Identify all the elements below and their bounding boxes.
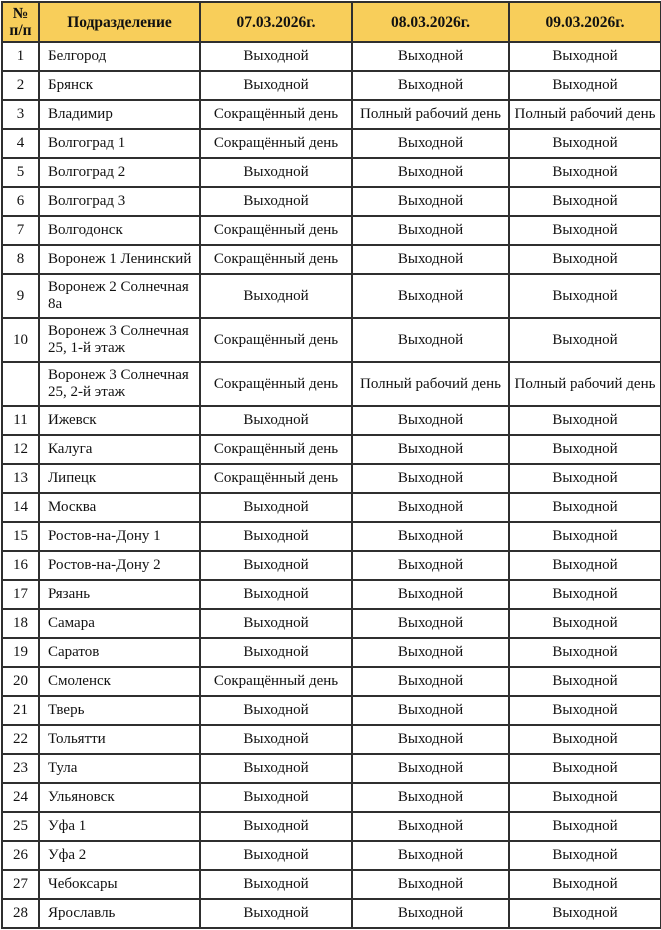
table-row <box>2 406 661 435</box>
table-row <box>2 216 661 245</box>
schedule-cell-07-03: Выходной <box>200 725 352 754</box>
schedule-cell-09-03: Выходной <box>509 216 661 245</box>
schedule-cell-08-03: Выходной <box>352 464 509 493</box>
table-row <box>2 551 661 580</box>
row-number-cell: 21 <box>2 696 39 725</box>
schedule-cell-07-03: Сокращённый день <box>200 667 352 696</box>
division-cell: Волгоград 3 <box>39 187 200 216</box>
division-cell: Чебоксары <box>39 870 200 899</box>
schedule-cell-08-03: Выходной <box>352 187 509 216</box>
row-number-cell: 28 <box>2 899 39 928</box>
schedule-cell-09-03: Полный рабочий день <box>509 362 661 406</box>
schedule-cell-09-03: Выходной <box>509 638 661 667</box>
table-row <box>2 100 661 129</box>
schedule-cell-09-03: Выходной <box>509 187 661 216</box>
division-cell: Волгоград 1 <box>39 129 200 158</box>
schedule-cell-08-03: Выходной <box>352 696 509 725</box>
division-cell: Липецк <box>39 464 200 493</box>
table-row <box>2 696 661 725</box>
division-cell: Рязань <box>39 580 200 609</box>
schedule-cell-09-03: Выходной <box>509 812 661 841</box>
schedule-cell-07-03: Выходной <box>200 493 352 522</box>
table-row <box>2 435 661 464</box>
division-cell: Москва <box>39 493 200 522</box>
schedule-cell-09-03: Выходной <box>509 435 661 464</box>
schedule-cell-07-03: Выходной <box>200 812 352 841</box>
table-row <box>2 274 661 318</box>
schedule-cell-07-03: Выходной <box>200 638 352 667</box>
schedule-cell-07-03: Выходной <box>200 42 352 71</box>
schedule-cell-08-03: Выходной <box>352 435 509 464</box>
schedule-cell-08-03: Выходной <box>352 274 509 318</box>
schedule-cell-09-03: Выходной <box>509 580 661 609</box>
header-division-cell: Подразделение <box>39 2 200 42</box>
division-cell: Самара <box>39 609 200 638</box>
schedule-cell-08-03: Полный рабочий день <box>352 362 509 406</box>
row-number-cell: 16 <box>2 551 39 580</box>
table-row <box>2 870 661 899</box>
schedule-cell-09-03: Выходной <box>509 42 661 71</box>
row-number-cell: 9 <box>2 274 39 318</box>
division-cell: Тверь <box>39 696 200 725</box>
division-cell: Тольятти <box>39 725 200 754</box>
row-number-cell: 19 <box>2 638 39 667</box>
row-number-cell: 3 <box>2 100 39 129</box>
schedule-cell-07-03: Сокращённый день <box>200 362 352 406</box>
schedule-cell-07-03: Сокращённый день <box>200 216 352 245</box>
header-date-1-cell: 07.03.2026г. <box>200 2 352 42</box>
table-row <box>2 754 661 783</box>
schedule-cell-08-03: Выходной <box>352 580 509 609</box>
table-row <box>2 318 661 362</box>
schedule-cell-09-03: Выходной <box>509 464 661 493</box>
schedule-cell-08-03: Выходной <box>352 899 509 928</box>
row-number-cell: 5 <box>2 158 39 187</box>
row-number-cell: 1 <box>2 42 39 71</box>
schedule-cell-07-03: Выходной <box>200 274 352 318</box>
division-cell: Воронеж 3 Солнечная 25, 2-й этаж <box>39 362 200 406</box>
schedule-cell-08-03: Выходной <box>352 783 509 812</box>
schedule-cell-08-03: Выходной <box>352 522 509 551</box>
row-number-cell: 18 <box>2 609 39 638</box>
table-row <box>2 42 661 71</box>
schedule-cell-07-03: Сокращённый день <box>200 100 352 129</box>
schedule-cell-07-03: Выходной <box>200 158 352 187</box>
row-number-cell: 22 <box>2 725 39 754</box>
schedule-cell-08-03: Выходной <box>352 42 509 71</box>
table-row <box>2 580 661 609</box>
division-cell: Тула <box>39 754 200 783</box>
schedule-cell-07-03: Выходной <box>200 71 352 100</box>
table-row <box>2 725 661 754</box>
schedule-cell-09-03: Выходной <box>509 522 661 551</box>
table-row <box>2 522 661 551</box>
row-number-cell: 13 <box>2 464 39 493</box>
schedule-cell-08-03: Выходной <box>352 609 509 638</box>
schedule-cell-09-03: Выходной <box>509 274 661 318</box>
row-number-cell: 24 <box>2 783 39 812</box>
schedule-cell-07-03: Выходной <box>200 580 352 609</box>
row-number-cell: 27 <box>2 870 39 899</box>
schedule-cell-07-03: Выходной <box>200 899 352 928</box>
division-cell: Ярославль <box>39 899 200 928</box>
schedule-cell-08-03: Выходной <box>352 493 509 522</box>
schedule-cell-09-03: Полный рабочий день <box>509 100 661 129</box>
schedule-cell-07-03: Сокращённый день <box>200 318 352 362</box>
schedule-cell-07-03: Выходной <box>200 870 352 899</box>
schedule-cell-07-03: Выходной <box>200 551 352 580</box>
schedule-cell-08-03: Выходной <box>352 667 509 696</box>
row-number-cell: 7 <box>2 216 39 245</box>
schedule-cell-08-03: Выходной <box>352 71 509 100</box>
schedule-cell-09-03: Выходной <box>509 158 661 187</box>
schedule-cell-09-03: Выходной <box>509 667 661 696</box>
header-num-line2: п/п <box>9 22 32 39</box>
division-cell: Ульяновск <box>39 783 200 812</box>
row-number-cell <box>2 362 39 406</box>
row-number-cell: 15 <box>2 522 39 551</box>
schedule-cell-09-03: Выходной <box>509 899 661 928</box>
schedule-cell-09-03: Выходной <box>509 551 661 580</box>
division-cell: Воронеж 2 Солнечная 8а <box>39 274 200 318</box>
table-row <box>2 464 661 493</box>
schedule-cell-07-03: Выходной <box>200 754 352 783</box>
table-row <box>2 783 661 812</box>
schedule-cell-07-03: Выходной <box>200 841 352 870</box>
row-number-cell: 4 <box>2 129 39 158</box>
division-cell: Уфа 2 <box>39 841 200 870</box>
header-num-line1: № <box>12 5 29 22</box>
row-number-cell: 23 <box>2 754 39 783</box>
division-cell: Волгодонск <box>39 216 200 245</box>
division-cell: Калуга <box>39 435 200 464</box>
schedule-cell-07-03: Сокращённый день <box>200 245 352 274</box>
row-number-cell: 26 <box>2 841 39 870</box>
schedule-cell-09-03: Выходной <box>509 318 661 362</box>
division-cell: Владимир <box>39 100 200 129</box>
table-row <box>2 187 661 216</box>
table-row <box>2 245 661 274</box>
schedule-cell-09-03: Выходной <box>509 245 661 274</box>
division-cell: Ижевск <box>39 406 200 435</box>
schedule-cell-07-03: Выходной <box>200 609 352 638</box>
schedule-cell-09-03: Выходной <box>509 841 661 870</box>
row-number-cell: 2 <box>2 71 39 100</box>
table-row <box>2 899 661 928</box>
division-cell: Ростов-на-Дону 2 <box>39 551 200 580</box>
row-number-cell: 17 <box>2 580 39 609</box>
division-cell: Ростов-на-Дону 1 <box>39 522 200 551</box>
header-date-3-cell: 09.03.2026г. <box>509 2 661 42</box>
table-row <box>2 841 661 870</box>
division-cell: Брянск <box>39 71 200 100</box>
table-row <box>2 362 661 406</box>
schedule-cell-09-03: Выходной <box>509 783 661 812</box>
schedule-cell-08-03: Выходной <box>352 129 509 158</box>
schedule-cell-08-03: Выходной <box>352 870 509 899</box>
row-number-cell: 12 <box>2 435 39 464</box>
table-row <box>2 638 661 667</box>
schedule-cell-08-03: Выходной <box>352 638 509 667</box>
division-cell: Белгород <box>39 42 200 71</box>
table-row <box>2 493 661 522</box>
schedule-cell-09-03: Выходной <box>509 406 661 435</box>
schedule-cell-08-03: Выходной <box>352 216 509 245</box>
schedule-cell-08-03: Выходной <box>352 158 509 187</box>
schedule-cell-09-03: Выходной <box>509 870 661 899</box>
schedule-cell-09-03: Выходной <box>509 129 661 158</box>
row-number-cell: 20 <box>2 667 39 696</box>
schedule-cell-07-03: Сокращённый день <box>200 464 352 493</box>
schedule-cell-08-03: Выходной <box>352 551 509 580</box>
table-row <box>2 812 661 841</box>
header-num-cell <box>2 2 39 42</box>
row-number-cell: 10 <box>2 318 39 362</box>
division-cell: Уфа 1 <box>39 812 200 841</box>
schedule-cell-09-03: Выходной <box>509 725 661 754</box>
schedule-cell-08-03: Выходной <box>352 318 509 362</box>
schedule-cell-08-03: Выходной <box>352 245 509 274</box>
schedule-cell-08-03: Выходной <box>352 754 509 783</box>
schedule-cell-08-03: Выходной <box>352 841 509 870</box>
schedule-cell-09-03: Выходной <box>509 696 661 725</box>
table-body <box>2 42 661 928</box>
table-row <box>2 71 661 100</box>
schedule-cell-08-03: Полный рабочий день <box>352 100 509 129</box>
table-row <box>2 129 661 158</box>
schedule-cell-07-03: Выходной <box>200 696 352 725</box>
division-cell: Воронеж 3 Солнечная 25, 1-й этаж <box>39 318 200 362</box>
schedule-cell-07-03: Выходной <box>200 522 352 551</box>
division-cell: Саратов <box>39 638 200 667</box>
header-row <box>2 2 661 42</box>
row-number-cell: 6 <box>2 187 39 216</box>
table-row <box>2 667 661 696</box>
division-cell: Волгоград 2 <box>39 158 200 187</box>
table-row <box>2 158 661 187</box>
division-cell: Воронеж 1 Ленинский <box>39 245 200 274</box>
schedule-cell-07-03: Сокращённый день <box>200 435 352 464</box>
row-number-cell: 14 <box>2 493 39 522</box>
row-number-cell: 11 <box>2 406 39 435</box>
schedule-cell-09-03: Выходной <box>509 71 661 100</box>
schedule-cell-09-03: Выходной <box>509 493 661 522</box>
schedule-cell-07-03: Выходной <box>200 406 352 435</box>
schedule-cell-08-03: Выходной <box>352 406 509 435</box>
schedule-cell-08-03: Выходной <box>352 812 509 841</box>
header-date-2-cell: 08.03.2026г. <box>352 2 509 42</box>
row-number-cell: 25 <box>2 812 39 841</box>
row-number-cell: 8 <box>2 245 39 274</box>
schedule-cell-07-03: Выходной <box>200 783 352 812</box>
schedule-table <box>1 1 661 929</box>
schedule-cell-08-03: Выходной <box>352 725 509 754</box>
schedule-cell-07-03: Сокращённый день <box>200 129 352 158</box>
division-cell: Смоленск <box>39 667 200 696</box>
schedule-cell-09-03: Выходной <box>509 609 661 638</box>
table-row <box>2 609 661 638</box>
schedule-cell-07-03: Выходной <box>200 187 352 216</box>
schedule-cell-09-03: Выходной <box>509 754 661 783</box>
